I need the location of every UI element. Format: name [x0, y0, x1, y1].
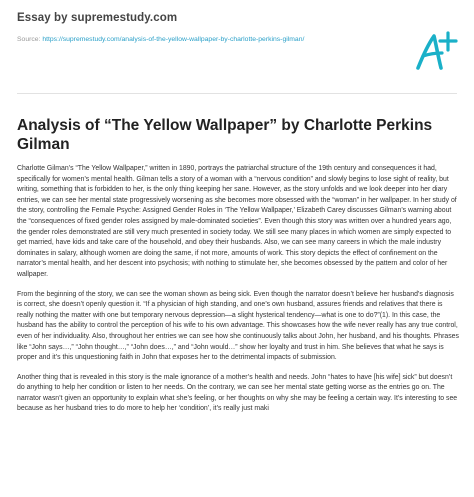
paragraph-3: Another thing that is revealed in this story is the male ignorance of a mother’s health and needs. John “hates to have [his wife] sick” but doesn’t do anything to help her condition or listen to her needs. On the contrary, we can see her mental state getting worse as the entries go on. The narrator wasn’t given an opportunity to explain what she’s feeling, or her thoughts on why she may be feeling a certain way. It’s interesting to see because as her husband tries to do more to help her ‘condition’, it’s really just maki [17, 373, 458, 413]
a-plus-logo-icon [412, 28, 460, 76]
paragraph-2: From the beginning of the story, we can see the woman shown as being sick. Even though the narrator doesn’t believe her husband’s diagnosis is correct, she doesn’t openly question it. “If a physician of high standing, and one’s own husband, assures friends and relatives that there is really nothing the matter with one but temporary nervous depression—a slight hysterical tendency—what is one to do?”(1). In this case, the husband has the ability to control the perception of his wife to his own advantage. This showcases how the wife never really has any true control, even of her individuality. Also, throughout her entries we can see how she continuously talks about John, her husband, and his thoughts. Phrases like “John says…,” “John thought…,” “John does…,” and “John would…” show her loyalty and trust in him. She believes that what he says is proper and it’s this unquestioning faith in John that exposes her to the detrimental impacts of submission. [17, 290, 459, 362]
page-header [17, 12, 377, 45]
source-link[interactable]: https://supremestudy.com/analysis-of-the-yellow-wallpaper-by-charlotte-perkins-gilman/ [42, 36, 305, 43]
source-label: Source: [17, 36, 41, 43]
source-line [17, 35, 377, 45]
essay-title: Analysis of “The Yellow Wallpaper” by Charlotte Perkins Gilman [17, 117, 433, 153]
brand-title: Essay by supremestudy.com [17, 12, 178, 24]
essay-body [17, 164, 459, 424]
paragraph-1: Charlotte Gilman’s “The Yellow Wallpaper,” written in 1890, portrays the patriarchal structure of the 19th century and consequences it had, specifically for women’s mental health. Gilman tells a story of a woman with a “nervous condition” and slowly begins to lose sight of reality, but writing, something that is forbidden to her, is the only thing keeping her sane. However, as the story unfolds and we look deeper into her diary entries, we can see her mental state progressively worsening as she becomes more obsessed with the “woman” in her wallpaper. In her study of the story, controlling the Female Psyche: Assigned Gender Roles in ‘The Yellow Wallpaper,’ Elizabeth Carey discusses Gilman’s warning about the “consequences of fixed gender roles assigned by male-dominated societies”. Even though this story was written over a hundred years ago, the gender roles demonstrated are still very much presented in society today. We still see many places in which women are simply expected to get married, have kids and take care of the household, and obey their husbands. Also, we can see many careers in which the male industry dominates in salary, although women are doing the same, if not more, amounts of work. This story depicts the effect of confinement on the narrator’s mental health, and her descent into psychosis; with nothing to stimulate her, she becomes obsessed by the pattern and color of her wallpaper. [17, 165, 457, 278]
header-divider [17, 93, 457, 94]
